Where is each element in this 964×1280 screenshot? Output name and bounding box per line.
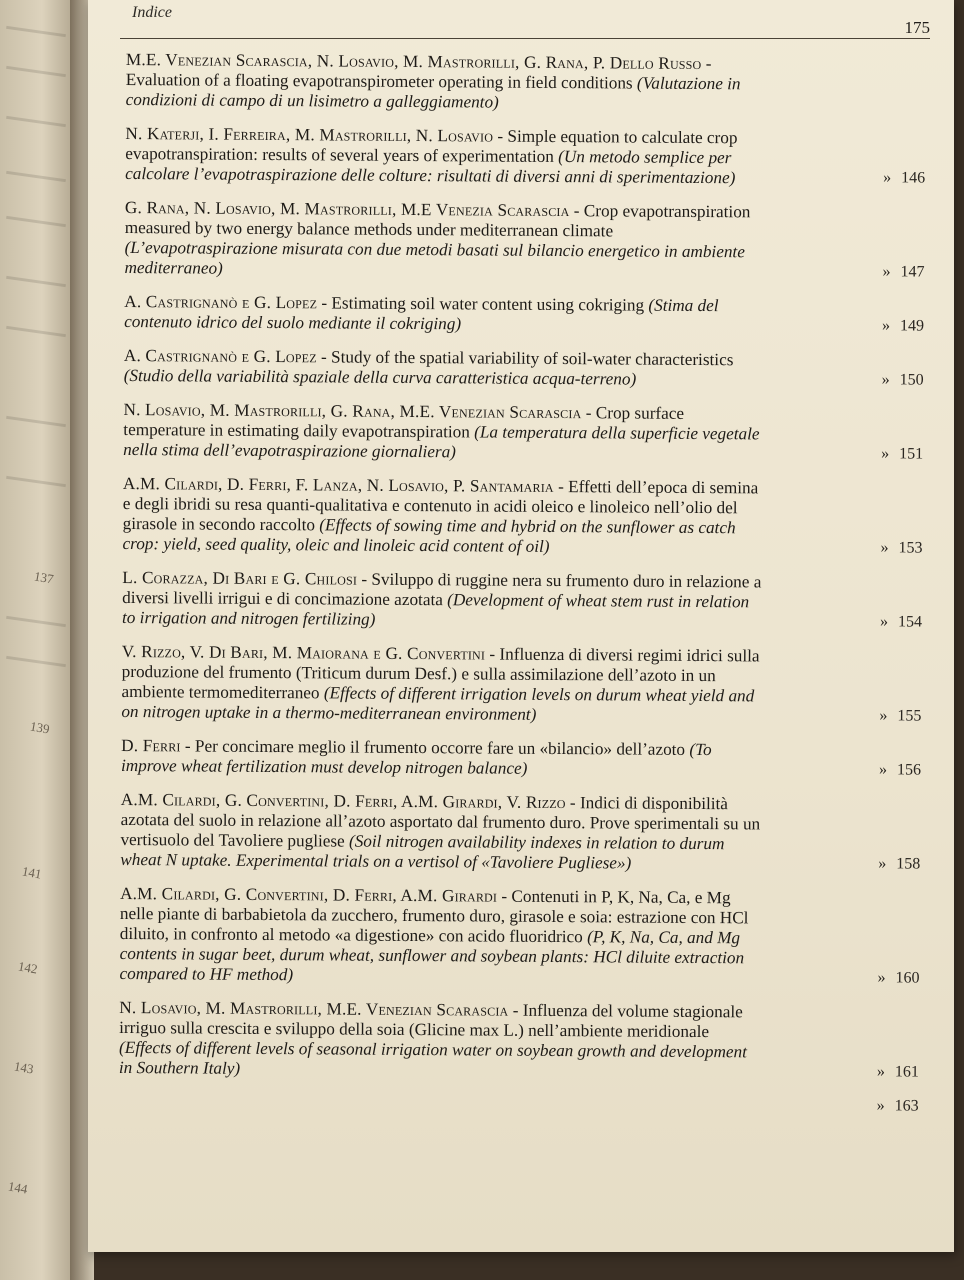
entry-page-number: 163 [894, 1097, 919, 1115]
entry-title: - Sviluppo di ruggine nera su frumento duro in relazione a diversi livelli irrigui e di concimazione azotata [122, 569, 762, 610]
entry-title: - Evaluation of a floating evapotranspirometer operating in field conditions [125, 54, 712, 93]
entry-page-ref [850, 855, 920, 875]
entry-page-mark: » [882, 263, 891, 281]
entry-text [119, 884, 760, 988]
entry-title-translation: (Studio della variabilità spaziale della curva caratteristica acqua-terreno) [123, 365, 637, 389]
entry-authors: A.M. Cilardi, G. Convertini, D. Ferri, A.M. Girardi [120, 883, 498, 906]
previous-page-number: 142 [16, 958, 39, 977]
entry-title: - Indici di disponibilità azotata del suolo in relazione all’azoto asportato dal frumento duro. Prove sperimentali su un vertisuolo del Tavoliere pugliese [120, 793, 761, 851]
entry-text [119, 1112, 759, 1116]
entry-text [120, 790, 761, 874]
index-entry [125, 124, 925, 190]
entry-text [123, 400, 763, 464]
entry-page-ref [849, 969, 919, 989]
entry-authors: A.M. Cilardi, G. Convertini, D. Ferri, A.M. Girardi, V. Rizzo [120, 789, 566, 813]
entry-title-translation: (Un metodo semplice per calcolare l’evapotraspirazione delle colture: risultati di diversi anni di sperimentazione) [125, 147, 736, 188]
entry-page-ref [854, 317, 924, 337]
entry-authors: L. Corazza, Di Bari e G. Chilosi [122, 567, 358, 589]
entry-page-number: 156 [896, 761, 922, 779]
entry-page-mark: » [880, 539, 889, 557]
entry-title-translation: (Effects of different irrigation levels on durum wheat yield and on nitrogen uptake in a thermo-mediterranean environment) [121, 683, 755, 724]
entry-page-ref [855, 169, 925, 189]
entry-page-ref [849, 1097, 919, 1117]
entry-page-number: 153 [898, 539, 923, 557]
entry-page-number: 158 [896, 855, 921, 873]
index-entry [121, 642, 922, 728]
index-entry [121, 736, 921, 782]
previous-page-number: 144 [6, 1178, 29, 1197]
entry-title-translation: (L’evapotraspirazione misurata con due metodi basati sul bilancio energetico in ambiente mediterraneo) [124, 237, 745, 278]
entry-page-mark: » [877, 969, 886, 987]
entry-text [119, 998, 760, 1082]
entry-title-translation: (Development of wheat stem rust in relation to irrigation and nitrogen fertilizing) [121, 590, 750, 629]
previous-page-number: 141 [20, 863, 43, 882]
index-entries [118, 50, 925, 1132]
entry-title: - Simple equation to calculate crop evapotranspiration: results of several years of experimentation [125, 126, 738, 167]
entry-authors: M.E. Venezian Scarascia, N. Losavio, M. Mastrorilli, G. Rana, P. Dello Russo [125, 50, 702, 74]
entry-authors: A. Castrignanò e G. Lopez [123, 345, 317, 367]
entry-page-mark: » [879, 707, 888, 725]
entry-title: - Influenza del volume stagionale irriguo sulla crescita e sviluppo della soia (Glicine max L.) nell’ambiente meridionale [119, 1000, 743, 1042]
previous-page-edge [0, 0, 70, 1280]
index-page [88, 0, 954, 1252]
entry-text [126, 50, 766, 114]
section-title: Indice [132, 4, 172, 21]
entry-title-translation: (La temperatura della superficie vegetale nella stima dell’evapotraspirazione giornaliera) [123, 422, 760, 462]
entry-page-ref [851, 761, 921, 781]
entry-page-ref [856, 95, 926, 115]
previous-page-number: 143 [12, 1058, 35, 1077]
entry-page-ref [853, 445, 923, 465]
entry-page-number: 151 [899, 445, 924, 463]
entry-text [122, 568, 762, 632]
index-entry [119, 1092, 919, 1118]
entry-title: - Effetti dell’epoca di semina e degli ibridi su resa quanti-qualitativa e contenuto in acidi oleico e linoleico nell’olio del girasole in secondo raccolto [122, 476, 759, 535]
entry-title-translation: (Effects of different levels of seasonal irrigation water on soybean growth and development in Southern Italy) [118, 1037, 747, 1078]
index-entry [126, 50, 926, 116]
index-entry [119, 884, 920, 990]
entry-page-ref [854, 371, 924, 391]
entry-page-ref [851, 707, 921, 727]
page-number: 175 [904, 18, 930, 37]
entry-page-number: 155 [897, 707, 922, 725]
index-entry [124, 292, 924, 338]
entry-text [124, 198, 765, 282]
entry-text [125, 124, 765, 188]
entry-title-translation: (Stima del contenuto idrico del suolo mediante il cokriging) [124, 295, 719, 334]
entry-authors: D. Ferri [121, 735, 181, 756]
entry-page-mark: » [881, 445, 890, 463]
index-entry [124, 346, 924, 392]
entry-authors: A.M. Cilardi, D. Ferri, F. Lanza, N. Losavio, P. Santamaria [122, 473, 554, 496]
entry-title: - Contenuti in P, K, Na, Ca, e Mg nelle piante di barbabietola da zucchero, frumento duro, girasole e soia: estrazione con HCl diluito, in confronto al metodo «a digestione» con acido fluoridrico [119, 886, 749, 947]
entry-authors: N. Losavio, M. Mastrorilli, M.E. Venezian Scarascia [119, 997, 509, 1020]
entry-page-mark: » [882, 317, 891, 335]
entry-title: - Per concimare meglio il frumento occorre fare un «bilancio» dell’azoto [180, 736, 690, 759]
entry-page-number: 160 [895, 969, 920, 987]
entry-page-mark: » [878, 855, 887, 873]
entry-page-number: 161 [894, 1063, 919, 1081]
entry-page-ref [852, 613, 922, 633]
entry-title-translation: (Valutazione in condizioni di campo di un lisimetro a galleggiamento) [125, 73, 741, 112]
index-entry [122, 568, 922, 634]
entry-authors: V. Rizzo, V. Di Bari, M. Maiorana e G. Convertini [121, 641, 486, 664]
entry-page-ref [852, 539, 922, 559]
entry-text [124, 346, 764, 390]
index-entry [119, 998, 920, 1084]
entry-title: - Study of the spatial variability of soil-water characteristics [316, 347, 734, 370]
entry-page-ref [849, 1063, 919, 1083]
entry-authors: A. Castrignanò e G. Lopez [124, 291, 318, 313]
entry-page-number: 154 [897, 613, 923, 631]
entry-text [124, 292, 764, 336]
entry-page-mark: » [879, 613, 889, 631]
entry-page-mark: » [878, 761, 888, 779]
entry-page-mark: » [881, 371, 890, 389]
entry-title: - Influenza di diversi regimi idrici sulla produzione del frumento (Triticum durum Desf.) e sulla assimilazione dell’azoto in un ambiente termomediterraneo [121, 644, 760, 703]
page-header [120, 0, 930, 39]
entry-text [121, 642, 762, 726]
entry-page-mark: » [876, 1063, 885, 1081]
index-entry [122, 474, 923, 560]
entry-title: - Estimating soil water content using cokriging [317, 293, 649, 315]
entry-title-translation: (Effects of sowing time and hybrid on the sunflower as catch crop: yield, seed quality, oleic and linoleic acid content of oil) [122, 515, 736, 556]
index-entry [120, 790, 921, 876]
index-entry [124, 198, 925, 284]
entry-page-number: 147 [900, 263, 925, 281]
index-entry [123, 400, 923, 466]
entry-title-translation: (Soil nitrogen availability indexes in relation to durum wheat N uptake. Experimental trials on a vertisol of «Tavoliere Pugliese») [120, 831, 725, 873]
previous-page-number: 139 [28, 718, 51, 737]
previous-page-number: 137 [32, 568, 55, 587]
entry-page-mark: » [883, 169, 892, 187]
entry-title-translation: (To improve wheat fertilization must develop nitrogen balance) [120, 739, 712, 778]
entry-page-number: 150 [899, 371, 924, 389]
entry-text [122, 474, 763, 558]
entry-page-number: 149 [900, 317, 925, 335]
entry-title: - Crop surface temperature in estimating daily evapotranspiration [123, 403, 685, 442]
entry-authors: N. Losavio, M. Mastrorilli, G. Rana, M.E. Venezian Scarascia [123, 399, 582, 423]
entry-authors: G. Rana, N. Losavio, M. Mastrorilli, M.E Venezia Scarascia [124, 197, 570, 221]
entry-title-translation: (P, K, Na, Ca, and Mg contents in sugar beet, durum wheat, sunflower and soybean plants: HCl diluite extraction compared to HF method) [119, 927, 745, 985]
entry-authors: N. Katerji, I. Ferreira, M. Mastrorilli, N. Losavio [125, 123, 494, 146]
entry-title: - Crop evapotranspiration measured by two energy balance methods under mediterranean climate [124, 201, 751, 241]
entry-text [121, 736, 761, 780]
entry-page-mark: » [876, 1097, 885, 1115]
entry-page-ref [854, 263, 924, 283]
entry-page-number: 146 [901, 169, 926, 187]
